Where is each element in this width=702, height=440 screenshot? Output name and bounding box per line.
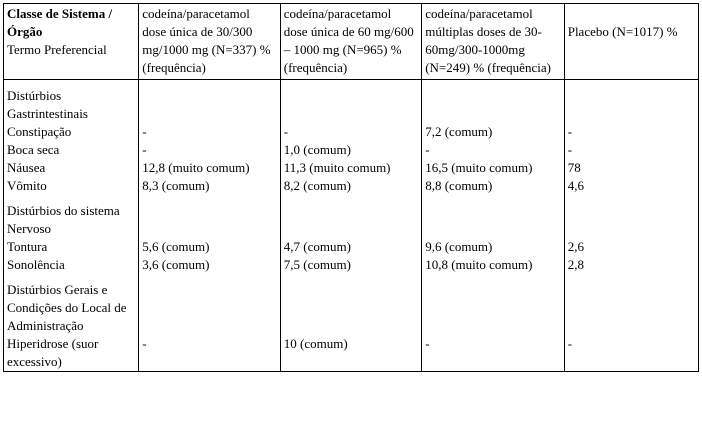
- value-cell: -: [139, 123, 280, 141]
- header-placebo: Placebo (N=1017) %: [564, 4, 698, 80]
- value-cell: 9,6 (comum): [422, 238, 565, 256]
- section-header-row: [4, 202, 699, 238]
- section-title-gastrointestinal: Distúrbios Gastrintestinais: [4, 87, 139, 123]
- value-cell: 4,6: [564, 177, 698, 195]
- section-header-row: [4, 87, 699, 123]
- section-gap: [4, 274, 699, 281]
- term-cell: Tontura: [4, 238, 139, 256]
- adverse-events-table: [3, 3, 699, 372]
- value-cell: 8,8 (comum): [422, 177, 565, 195]
- value-cell: 4,7 (comum): [280, 238, 421, 256]
- section-header-row: [4, 281, 699, 335]
- header-single-dose-60: codeína/paracetamol dose única de 60 mg/600 – 1000 mg (N=965) % (frequência): [280, 4, 421, 80]
- header-organ-class-title: Classe de Sistema / Órgão: [7, 6, 113, 39]
- value-cell: 1,0 (comum): [280, 141, 421, 159]
- table-row: [4, 141, 699, 159]
- value-cell: -: [139, 141, 280, 159]
- value-cell: 10 (comum): [280, 335, 421, 372]
- table-row: [4, 159, 699, 177]
- value-cell: 2,6: [564, 238, 698, 256]
- value-cell: 7,2 (comum): [422, 123, 565, 141]
- section-gap: [4, 195, 699, 202]
- header-multiple-doses: codeína/paracetamol múltiplas doses de 30-60mg/300-1000mg (N=249) % (frequência): [422, 4, 565, 80]
- value-cell: 8,3 (comum): [139, 177, 280, 195]
- header-preferred-term: Termo Preferencial: [7, 42, 107, 57]
- header-organ-class: [4, 4, 139, 80]
- term-cell: Boca seca: [4, 141, 139, 159]
- value-cell: 8,2 (comum): [280, 177, 421, 195]
- value-cell: 10,8 (muito comum): [422, 256, 565, 274]
- table-header-row: [4, 4, 699, 80]
- term-cell: Constipação: [4, 123, 139, 141]
- value-cell: -: [422, 335, 565, 372]
- section-title-nervous-system: Distúrbios do sistema Nervoso: [4, 202, 139, 238]
- value-cell: -: [564, 335, 698, 372]
- table-row: [4, 123, 699, 141]
- value-cell: 5,6 (comum): [139, 238, 280, 256]
- table-row: [4, 238, 699, 256]
- value-cell: 11,3 (muito comum): [280, 159, 421, 177]
- section-title-general-disorders: Distúrbios Gerais e Condições do Local de Administração: [4, 281, 139, 335]
- term-cell: Vômito: [4, 177, 139, 195]
- value-cell: -: [564, 123, 698, 141]
- value-cell: 78: [564, 159, 698, 177]
- value-cell: 16,5 (muito comum): [422, 159, 565, 177]
- table-row: [4, 256, 699, 274]
- section-gap: [4, 80, 699, 88]
- table-row: [4, 335, 699, 372]
- value-cell: 7,5 (comum): [280, 256, 421, 274]
- value-cell: -: [280, 123, 421, 141]
- table-row: [4, 177, 699, 195]
- term-cell: Náusea: [4, 159, 139, 177]
- value-cell: 12,8 (muito comum): [139, 159, 280, 177]
- term-cell: Sonolência: [4, 256, 139, 274]
- value-cell: 3,6 (comum): [139, 256, 280, 274]
- value-cell: 2,8: [564, 256, 698, 274]
- value-cell: -: [564, 141, 698, 159]
- term-cell: Hiperidrose (suor excessivo): [4, 335, 139, 372]
- header-single-dose-30: codeína/paracetamol dose única de 30/300 mg/1000 mg (N=337) % (frequência): [139, 4, 280, 80]
- value-cell: -: [139, 335, 280, 372]
- value-cell: -: [422, 141, 565, 159]
